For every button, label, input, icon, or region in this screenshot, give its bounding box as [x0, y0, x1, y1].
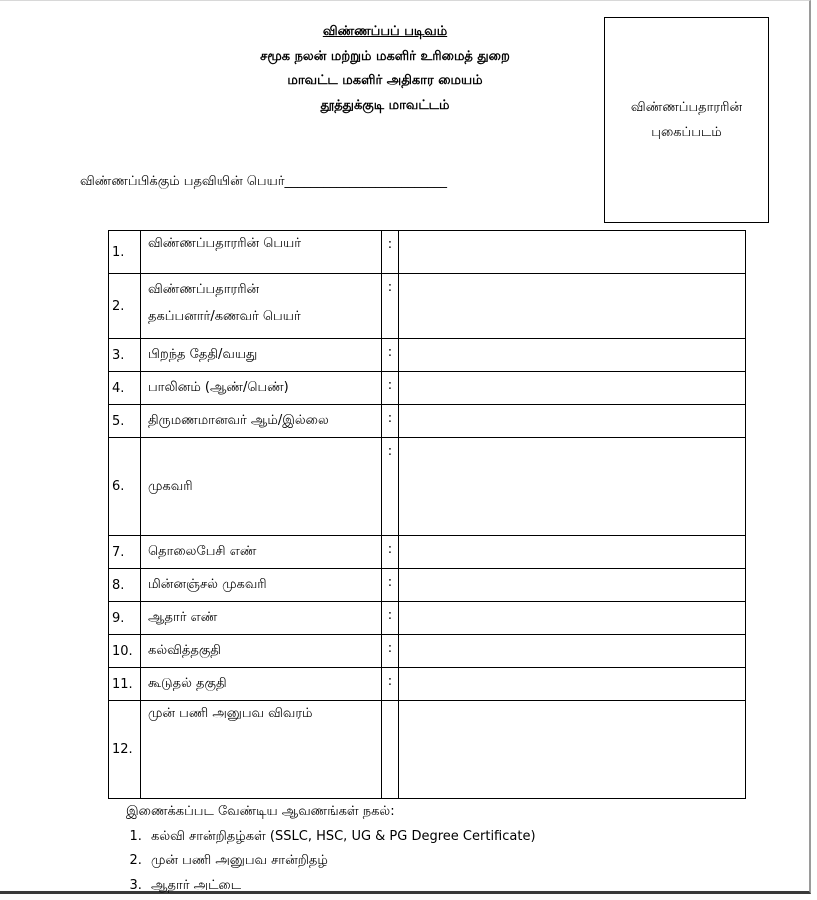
table-row — [109, 602, 746, 635]
post-applied-label: விண்ணப்பிக்கும் பதவியின் பெயர் — [80, 174, 285, 189]
colon: : — [382, 602, 399, 635]
department-name: சமூக நலன் மற்றும் மகளிர் உரிமைத் துறை — [260, 48, 510, 64]
field-label-phone: தொலைபேசி எண் — [141, 536, 382, 569]
table-row — [109, 339, 746, 372]
row-number: 3. — [109, 339, 141, 372]
list-item: 1. கல்வி சான்றிதழ்கள் (SSLC, HSC, UG & PG Degree Certificate) — [146, 825, 536, 850]
field-label-email: மின்னஞ்சல் முகவரி — [141, 569, 382, 602]
row-number: 4. — [109, 372, 141, 405]
table-row — [109, 372, 746, 405]
required-documents — [126, 800, 536, 898]
father-husband-name-field[interactable] — [399, 274, 746, 339]
colon: : — [382, 668, 399, 701]
post-applied-blank[interactable]: _________________________ — [284, 174, 448, 189]
dob-age-field[interactable] — [399, 339, 746, 372]
table-row — [109, 668, 746, 701]
colon: : — [382, 405, 399, 438]
field-label-address: முகவரி — [141, 438, 382, 536]
documents-title: இணைக்கப்பட வேண்டிய ஆவணங்கள் நகல்: — [126, 804, 395, 819]
table-row — [109, 231, 746, 274]
row-number: 7. — [109, 536, 141, 569]
field-label-dob-age: பிறந்த தேதி/வயது — [141, 339, 382, 372]
colon: : — [382, 635, 399, 668]
field-label-father-husband-name — [141, 274, 382, 339]
address-field[interactable] — [399, 438, 746, 536]
field-label-line: விண்ணப்பதாரரின் — [148, 282, 260, 297]
table-row — [109, 274, 746, 339]
documents-list — [126, 825, 536, 899]
colon: : — [382, 536, 399, 569]
education-field[interactable] — [399, 635, 746, 668]
form-title: விண்ணப்பப் படிவம் — [322, 24, 448, 39]
list-item: 2. முன் பணி அனுபவ சான்றிதழ் — [146, 849, 536, 874]
list-item: 3. ஆதார் அட்டை — [146, 874, 536, 899]
row-number: 12. — [109, 701, 141, 799]
row-number: 5. — [109, 405, 141, 438]
table-row — [109, 438, 746, 536]
table-row — [109, 701, 746, 799]
row-number: 9. — [109, 602, 141, 635]
table-row — [109, 635, 746, 668]
experience-field[interactable] — [399, 701, 746, 799]
photo-box-label-line2: புகைப்படம் — [651, 125, 722, 140]
gender-field[interactable] — [399, 372, 746, 405]
table-row — [109, 405, 746, 438]
colon: : — [382, 438, 399, 536]
application-form-table — [108, 230, 746, 799]
row-number: 2. — [109, 274, 141, 339]
row-number: 10. — [109, 635, 141, 668]
post-applied-row — [80, 174, 447, 190]
row-number: 1. — [109, 231, 141, 274]
colon: : — [382, 569, 399, 602]
phone-field[interactable] — [399, 536, 746, 569]
form-header — [235, 20, 535, 118]
field-label-line: தகப்பனார்/கணவர் பெயர் — [148, 309, 301, 324]
field-label-education: கல்வித்தகுதி — [141, 635, 382, 668]
photo-box-label-line1: விண்ணப்பதாரரின் — [630, 100, 743, 115]
field-label-married: திருமணமானவர் ஆம்/இல்லை — [141, 405, 382, 438]
district-name: தூத்துக்குடி மாவட்டம் — [320, 97, 450, 113]
colon — [382, 701, 399, 799]
colon: : — [382, 231, 399, 274]
row-number: 11. — [109, 668, 141, 701]
aadhaar-field[interactable] — [399, 602, 746, 635]
field-label-additional-qualification: கூடுதல் தகுதி — [141, 668, 382, 701]
married-field[interactable] — [399, 405, 746, 438]
email-field[interactable] — [399, 569, 746, 602]
field-label-aadhaar: ஆதார் எண் — [141, 602, 382, 635]
field-label-applicant-name: விண்ணப்பதாரரின் பெயர் — [141, 231, 382, 274]
photo-box[interactable] — [604, 17, 769, 223]
colon: : — [382, 274, 399, 339]
table-row — [109, 569, 746, 602]
table-row — [109, 536, 746, 569]
row-number: 8. — [109, 569, 141, 602]
field-label-gender: பாலினம் (ஆண்/பெண்) — [141, 372, 382, 405]
colon: : — [382, 339, 399, 372]
additional-qualification-field[interactable] — [399, 668, 746, 701]
office-name: மாவட்ட மகளிர் அதிகார மையம் — [287, 73, 483, 88]
applicant-name-field[interactable] — [399, 231, 746, 274]
colon: : — [382, 372, 399, 405]
field-label-experience: முன் பணி அனுபவ விவரம் — [141, 701, 382, 799]
row-number: 6. — [109, 438, 141, 536]
